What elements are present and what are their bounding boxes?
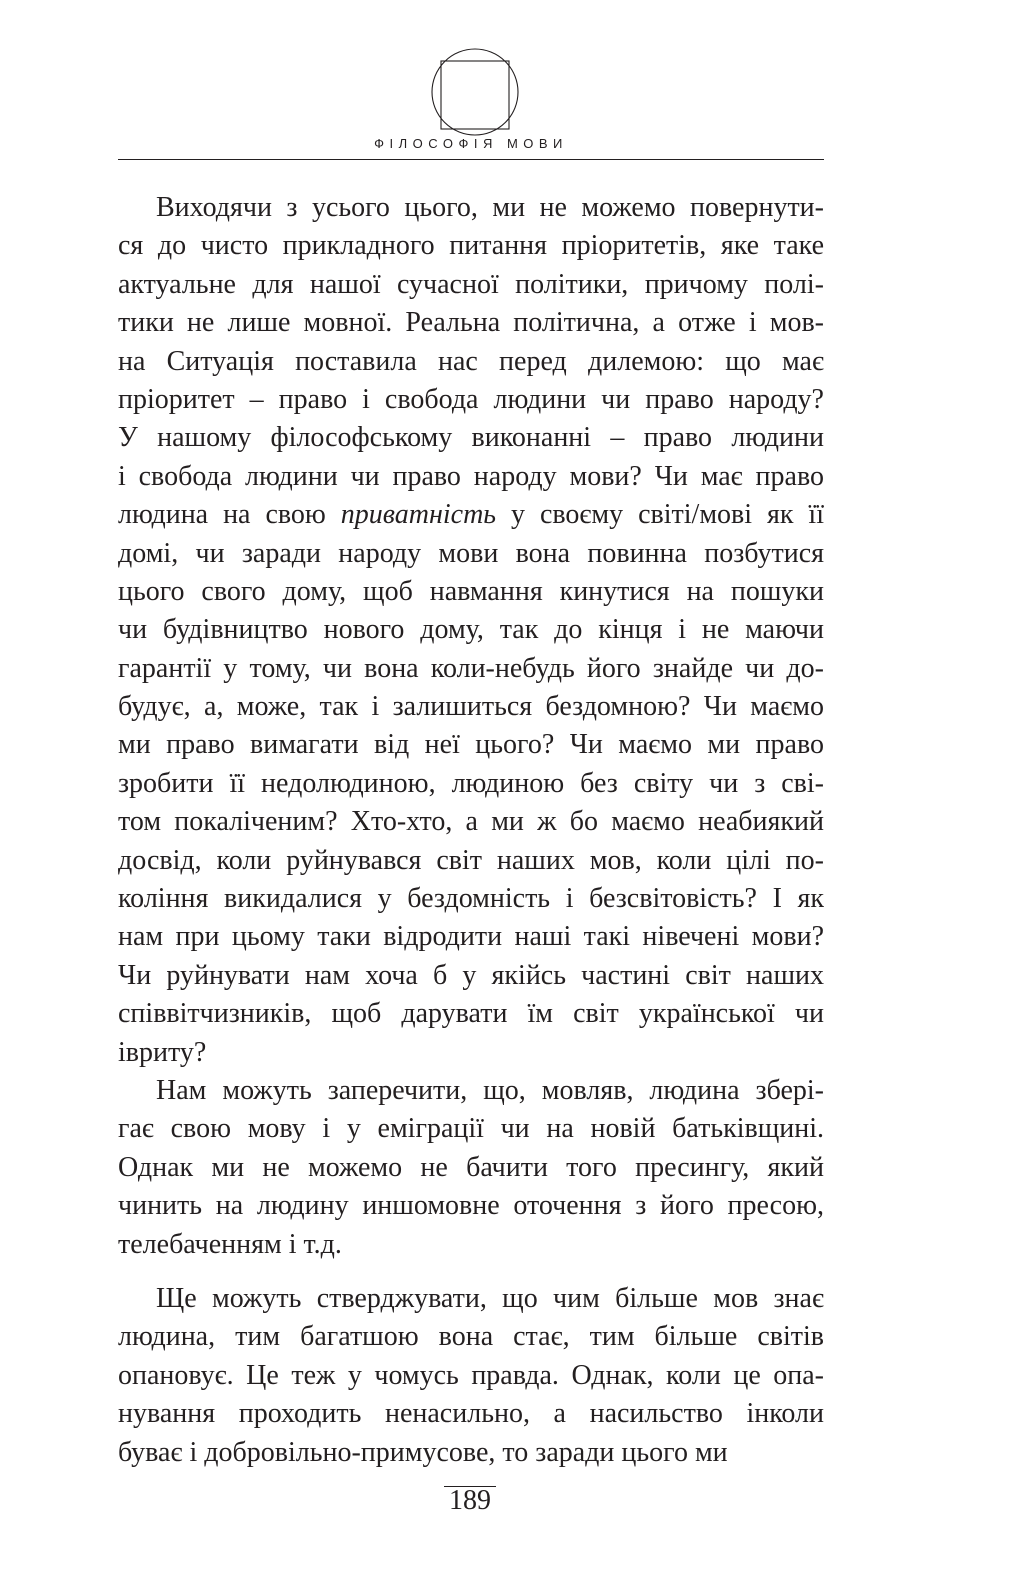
text-line <box>118 1395 824 1433</box>
text-line <box>118 765 824 803</box>
text-segment: людина на свою <box>118 499 341 531</box>
text-line <box>118 1226 824 1264</box>
text-line <box>118 1357 824 1395</box>
text-line <box>118 1072 824 1110</box>
text-line <box>118 535 824 573</box>
text-line <box>118 227 824 265</box>
paragraph <box>118 1280 824 1472</box>
text-line <box>118 419 824 457</box>
text-segment: Виходячи з усього цього, ми не можемо повернути- <box>156 192 824 223</box>
text-segment: зробити її недолюдиною, людиною без світу чи з сві- <box>118 767 824 799</box>
text-segment: на Ситуація поставила нас перед дилемою: що має <box>118 345 824 377</box>
paragraph-gap <box>118 1264 824 1280</box>
text-segment: том покаліченим? Хто-хто, а ми ж бо маємо неабиякий <box>118 806 824 838</box>
body-text <box>118 189 824 1472</box>
text-segment: нування проходить ненасильно, а насильство інколи <box>118 1398 824 1430</box>
text-line <box>118 995 824 1033</box>
text-line <box>118 1149 824 1187</box>
text-line <box>118 1280 824 1318</box>
paragraph <box>118 1072 824 1264</box>
text-segment: і свобода людини чи право народу мови? Чи має право <box>118 460 824 492</box>
text-segment: Ще можуть стверджувати, що чим більше мов знає <box>156 1282 824 1314</box>
text-segment: тики не лише мовної. Реальна політична, а отже і мов- <box>118 307 824 339</box>
text-segment: нам при цьому таки відродити наші такі нівечені мови? <box>118 921 824 953</box>
text-segment: У нашому філософському виконанні – право людини <box>118 422 824 454</box>
text-line <box>118 957 824 995</box>
text-line <box>118 880 824 918</box>
circle-square-emblem-icon <box>430 47 520 137</box>
text-segment: Нам можуть заперечити, що, мовляв, людина зберi- <box>156 1074 824 1106</box>
text-line <box>118 688 824 726</box>
text-segment: досвід, коли руйнувався світ наших мов, коли цілі по- <box>118 844 824 876</box>
text-line <box>118 496 824 534</box>
text-line <box>118 842 824 880</box>
text-line <box>118 650 824 688</box>
paragraph <box>118 189 824 1072</box>
text-segment: людина, тим багатшою вона стає, тим більше світів <box>118 1321 824 1353</box>
text-segment: гає свою мову і у еміграції чи на новій батьківщині. <box>118 1113 824 1145</box>
text-segment: пріоритет – право і свобода людини чи право народу? <box>118 383 824 415</box>
text-segment: цього свого дому, щоб навмання кинутися на пошуки <box>118 575 824 607</box>
italic-term: приватність <box>340 499 497 531</box>
text-line <box>118 573 824 611</box>
running-header-title: ФІЛОСОФІЯ МОВИ <box>374 136 568 151</box>
text-segment: будує, а, може, так і залишиться бездомною? Чи маємо <box>118 691 824 723</box>
text-line <box>118 803 824 841</box>
text-segment: домі, чи заради народу мови вона повинна позбутися <box>118 537 824 569</box>
page-number: 189 <box>449 1485 491 1516</box>
text-segment: буває і добровільно-примусове, то заради цього ми <box>118 1436 728 1468</box>
text-line <box>118 381 824 419</box>
text-segment: опановує. Це теж у чомусь правда. Однак, коли це опа- <box>118 1359 824 1391</box>
text-segment: телебаченням і т.д. <box>118 1228 342 1260</box>
text-line <box>118 1034 824 1072</box>
text-line <box>118 458 824 496</box>
text-line <box>118 918 824 956</box>
text-segment: івриту? <box>118 1036 207 1068</box>
text-line <box>118 1187 824 1225</box>
text-segment: коління викидалися у бездомність і безсвітовість? І як <box>118 883 824 915</box>
text-line <box>118 304 824 342</box>
text-segment: чинить на людину иншомовне оточення з його пресою, <box>118 1190 824 1222</box>
text-segment: ся до чисто прикладного питання пріоритетів, яке таке <box>118 230 824 262</box>
text-line <box>118 1434 824 1472</box>
text-segment: ми право вимагати від неї цього? Чи маємо ми право <box>118 729 824 761</box>
text-segment: у своєму світі/мові як її <box>496 499 824 531</box>
text-segment: співвітчизників, щоб дарувати їм світ української чи <box>118 998 824 1030</box>
text-line <box>118 611 824 649</box>
text-line <box>118 343 824 381</box>
text-line <box>118 266 824 304</box>
text-segment: актуальне для нашої сучасної політики, причому полі- <box>118 268 824 300</box>
text-line <box>118 1110 824 1148</box>
text-segment: Чи руйнувати нам хоча б у якійсь частині світ наших <box>118 959 824 991</box>
text-line <box>118 1318 824 1356</box>
text-segment: Однак ми не можемо не бачити того пресингу, який <box>118 1151 824 1183</box>
text-segment: гарантії у тому, чи вона коли-небудь його знайде чи до- <box>118 652 824 684</box>
text-segment: чи будівництво нового дому, так до кінця і не маючи <box>118 614 824 646</box>
header-divider <box>118 159 824 160</box>
text-line <box>118 726 824 764</box>
text-line <box>118 189 824 227</box>
